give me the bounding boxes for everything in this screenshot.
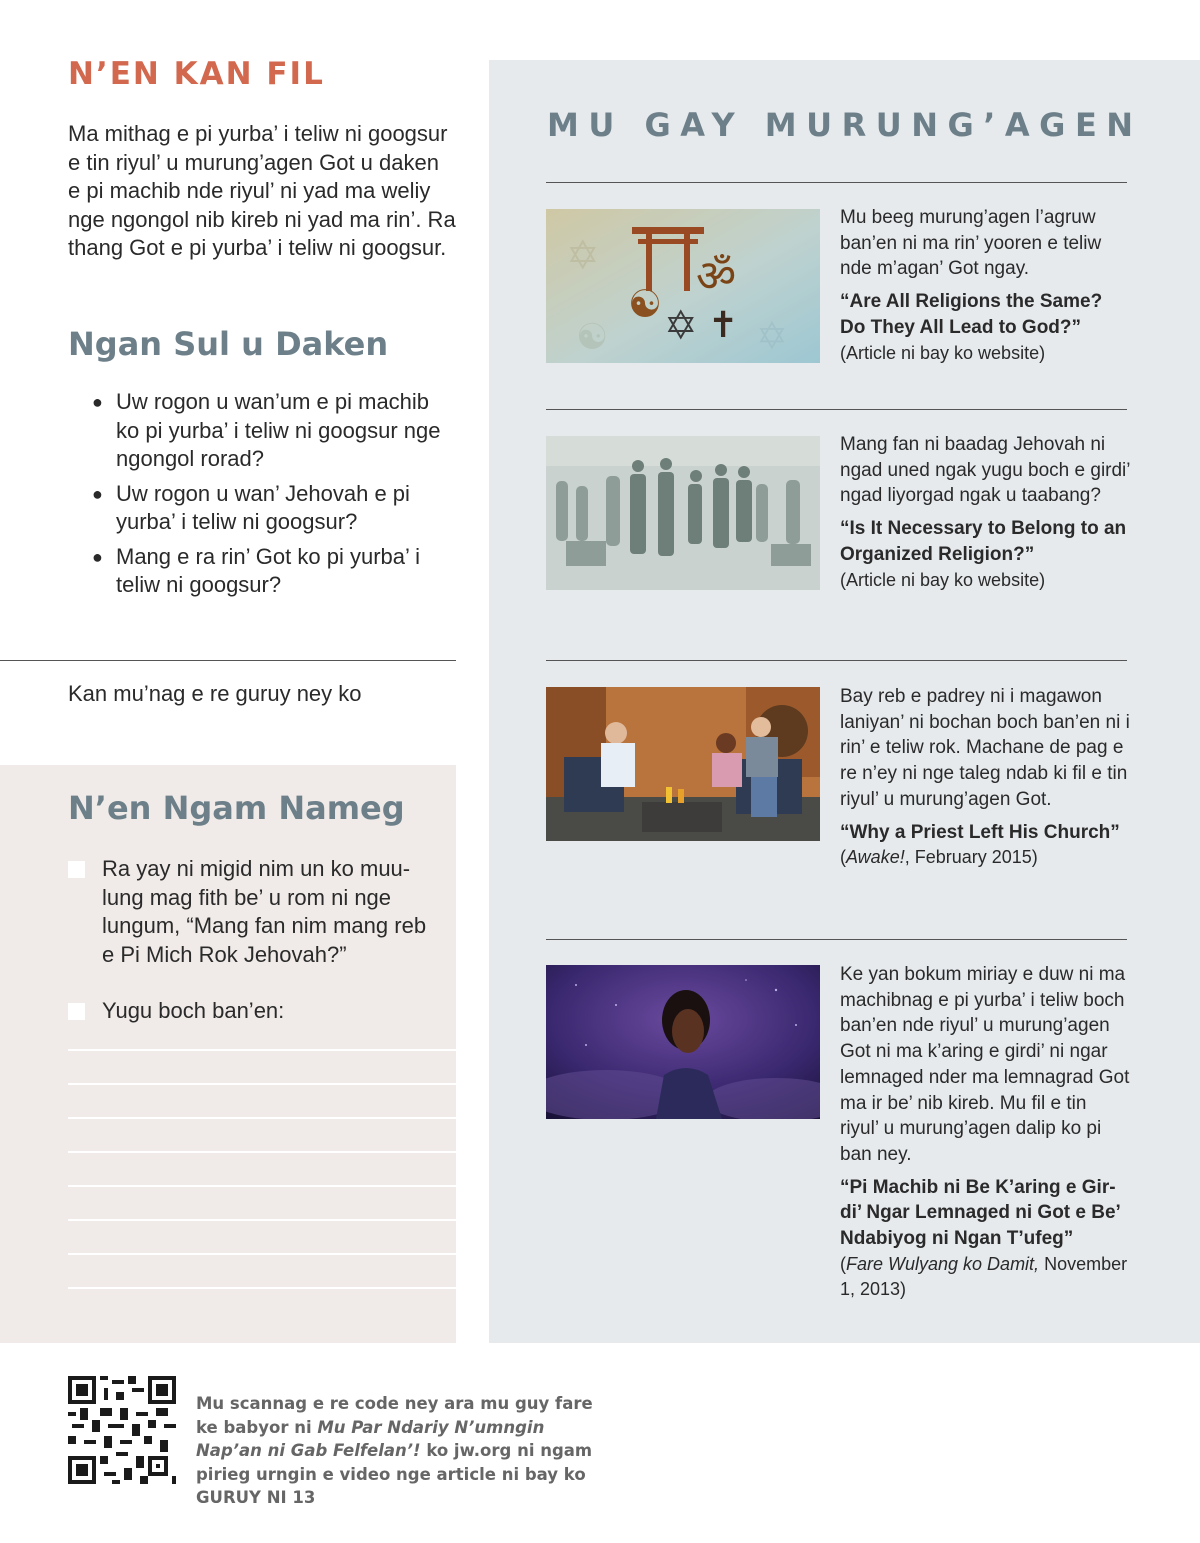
discuss-label: Kan mu’nag e re guruy ney ko (68, 681, 362, 706)
article-title-link[interactable]: “Why a Priest Left His Church” (840, 821, 1120, 843)
write-in-line[interactable] (68, 1287, 456, 1289)
svg-text:✡: ✡ (756, 314, 788, 358)
divider (546, 409, 1127, 410)
article-source: (Article ni bay ko website) (840, 342, 1046, 363)
intro-paragraph: Ma mithag e pi yurba’ i teliw ni googsur e tin riyul’ u murung’agen Got u daken e pi machib nde riyul’ ni yad ma weliy nge ngongol nib kireb ni yad ma rin’. Ra thang Got e pi yurba’ i teliw ni googsur. (68, 121, 456, 260)
footer-note (196, 1392, 596, 1510)
bullet-icon: ● (92, 546, 103, 567)
source-prefix: ( (840, 847, 846, 868)
checklist-item[interactable] (68, 997, 438, 1026)
article-title-link[interactable]: “Is It Necessary to Belong to an Organized Religion?” (840, 518, 1127, 565)
svg-text:☯: ☯ (576, 317, 609, 358)
checkbox[interactable] (68, 861, 85, 878)
article-title-link[interactable]: “Are All Religions the Same? Do They All Lead to God?” (840, 291, 1103, 338)
divider (546, 939, 1127, 940)
svg-text:✡: ✡ (664, 303, 698, 349)
question-text: Mang e ra rin’ Got ko pi yurba’ i teliw ni googsur? (116, 543, 421, 597)
divider (546, 182, 1127, 183)
bullet-icon: ● (92, 392, 103, 412)
svg-text:✡: ✡ (566, 233, 600, 279)
article-text (840, 432, 1130, 593)
religious-symbols-image[interactable] (546, 209, 820, 363)
source-prefix: ( (840, 1253, 846, 1274)
checklist-text: Ra yay ni migid nim un ko muulung mag fith be’ u rom ni nge lungum, “Mang fan nim mang reb e Pi Mich Rok Jehovah?” (102, 856, 427, 967)
checklist-item[interactable] (68, 855, 438, 969)
svg-text:ॐ: ॐ (696, 251, 737, 302)
checkbox[interactable] (68, 1003, 85, 1020)
learn-more-heading: MU GAY MURUNG’AGEN (547, 106, 1143, 144)
article-description: Ke yan bokum miriay e duw ni ma machibnag e pi yurba’ i teliw boch ban’en nde riyul’ u murung’agen Got ni ma k’aring e girdi’ ni ngar lemnaged nder ma lemnagrad Got ma ir be’ nib kireb. Mu fil e tin riyul’ u murung’agen dalip ko pi ban ney. (840, 964, 1130, 1165)
write-in-line[interactable] (68, 1185, 456, 1187)
article-description: Mang fan ni baadag Jehovah ni ngad uned ngak yugu boch e girdi’ ngad liyorgad ngak u taabang? (840, 434, 1130, 507)
svg-text:✝: ✝ (708, 305, 739, 346)
source-publication: Awake! (846, 847, 905, 868)
write-in-line[interactable] (68, 1151, 456, 1153)
bullet-icon: ● (92, 483, 103, 504)
questions-list (92, 388, 452, 606)
left-intro-section (68, 56, 456, 263)
write-in-line[interactable] (68, 1049, 456, 1051)
woman-night-sky-image[interactable] (546, 965, 820, 1119)
write-in-line[interactable] (68, 1117, 456, 1119)
checklist-text: Yugu boch ban’en: (102, 998, 285, 1023)
remember-heading: N’en Ngam Nameg (68, 789, 405, 827)
write-in-line[interactable] (68, 1219, 456, 1221)
article-source: (Article ni bay ko website) (840, 569, 1046, 590)
questions-heading: Ngan Sul u Daken (68, 325, 389, 363)
question-text: Uw rogon u wan’um e pi machib ko pi yurba’ i teliw ni googsur nge ngongol rorad? (116, 389, 441, 471)
svg-text:☯: ☯ (628, 282, 663, 326)
congregation-gathering-image[interactable] (546, 436, 820, 590)
article-text (840, 684, 1130, 871)
divider (546, 660, 1127, 661)
source-publication: Fare Wulyang ko Damit, (846, 1253, 1040, 1274)
write-in-line[interactable] (68, 1083, 456, 1085)
write-in-line[interactable] (68, 1253, 456, 1255)
article-title-link[interactable]: “Pi Machib ni Be K’aring e Girdi’ Ngar Lemnaged ni Got e Be’ Ndabiyog ni Ngan T’ufeg” (840, 1176, 1120, 1250)
article-text (840, 205, 1130, 366)
priest-conversation-image[interactable] (546, 687, 820, 841)
qr-code-icon[interactable] (68, 1376, 176, 1484)
article-source (840, 1252, 1130, 1303)
footer-text-end: ko jw.org ni ngam pirieg urngin e video nge article ni bay ko GURUY NI 13 (196, 1441, 593, 1507)
question-item (92, 543, 452, 600)
question-item (92, 480, 452, 537)
source-date: , February 2015) (904, 847, 1038, 868)
article-description: Bay reb e padrey ni i magawon laniyan’ ni bochan boch ban’en ni i rin’ e teliw rok. Machane de pag e re n’ey ni nge taleg ndab ki fil e tin riyul’ u murung’agen Got. (840, 686, 1130, 810)
article-text (840, 962, 1130, 1303)
remember-box (0, 765, 456, 1343)
footer-text-start: Mu scannag e re code ney ara mu guy fare ke babyor ni (196, 1394, 593, 1437)
article-description: Mu beeg murung’agen l’agruw ban’en ni ma rin’ yooren e teliw nde m’agan’ Got ngay. (840, 207, 1102, 280)
article-source (840, 845, 1130, 871)
section-heading: N’EN KAN FIL (68, 56, 325, 92)
question-item (92, 388, 452, 474)
footer-publication-title: Mu Par Ndariy N’umngin Nap’an ni Gab Felfelan’! (196, 1417, 545, 1460)
question-text: Uw rogon u wan’ Jehovah e pi yurba’ i teliw ni googsur? (116, 480, 410, 534)
source-date: November 1, 2013) (840, 1253, 1128, 1300)
divider (0, 660, 456, 661)
